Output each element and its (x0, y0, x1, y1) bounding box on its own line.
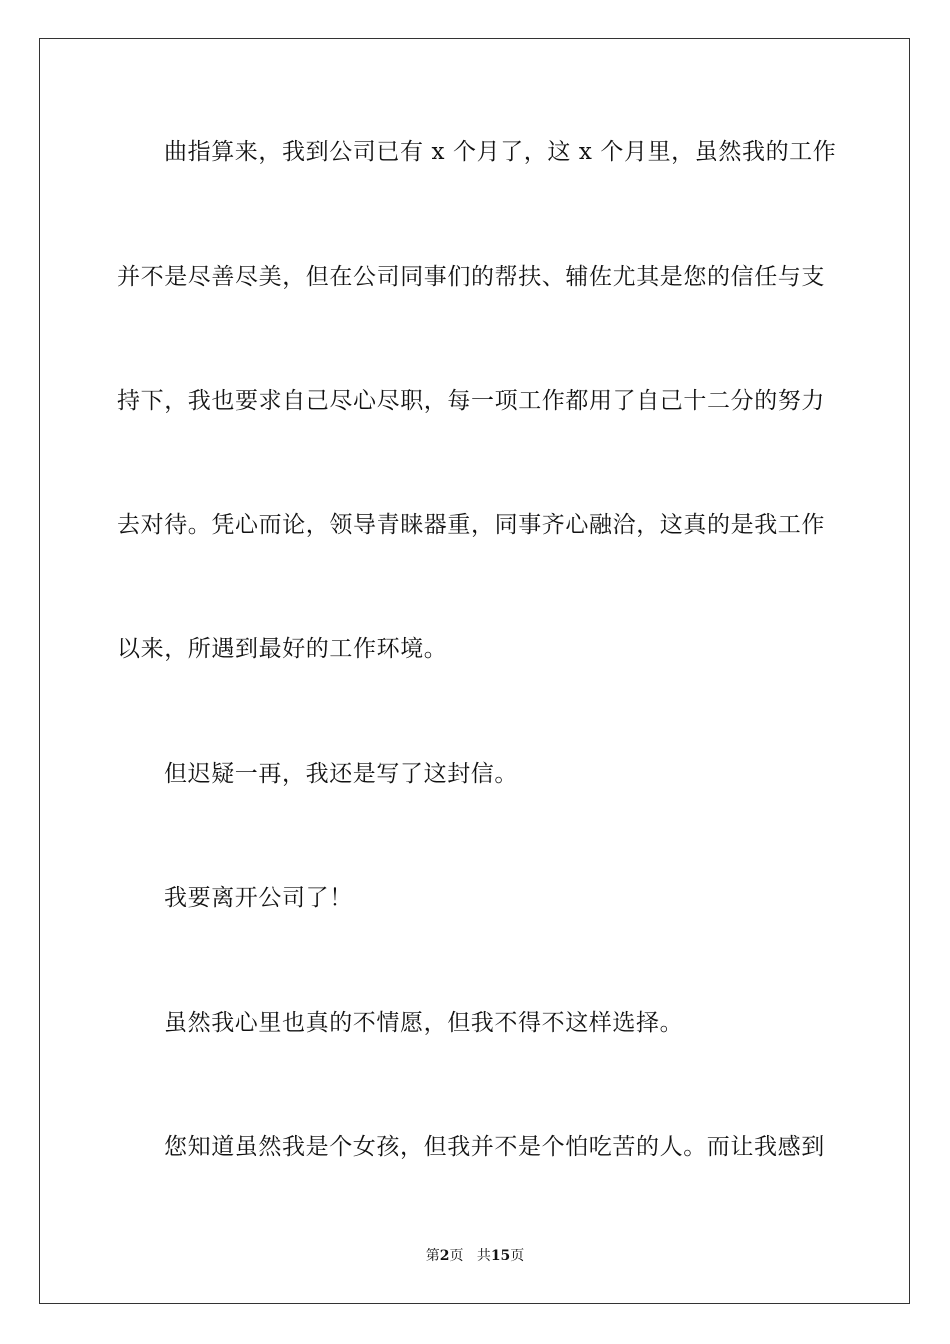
page-prefix: 第 (425, 1248, 440, 1264)
page-suffix: 页 (449, 1248, 464, 1264)
paragraph-1-line-3: 持下，我也要求自己尽心尽职，每一项工作都用了自己十二分的努力 (117, 388, 825, 414)
paragraph-1-line-1: 曲指算来，我到公司已有 x 个月了，这 x 个月里，虽然我的工作 (164, 139, 837, 165)
total-suffix: 页 (510, 1248, 525, 1264)
paragraph-2-line-1: 但迟疑一再，我还是写了这封信。 (164, 761, 518, 787)
paragraph-1-line-5: 以来，所遇到最好的工作环境。 (117, 636, 448, 662)
total-prefix: 共 (476, 1248, 491, 1264)
paragraph-1-line-2: 并不是尽善尽美，但在公司同事们的帮扶、辅佐尤其是您的信任与支 (117, 264, 825, 290)
page-footer (0, 1247, 950, 1265)
paragraph-1-line-4: 去对待。凭心而论，领导青睐器重，同事齐心融洽，这真的是我工作 (117, 512, 825, 538)
paragraph-5-line-1: 您知道虽然我是个女孩，但我并不是个怕吃苦的人。而让我感到 (164, 1134, 825, 1160)
paragraph-3-line-1: 我要离开公司了！ (164, 885, 353, 911)
paragraph-4-line-1: 虽然我心里也真的不情愿，但我不得不这样选择。 (164, 1010, 684, 1036)
page-frame (39, 38, 910, 1304)
page-number: 2 (439, 1248, 450, 1264)
total-pages: 15 (490, 1248, 511, 1264)
